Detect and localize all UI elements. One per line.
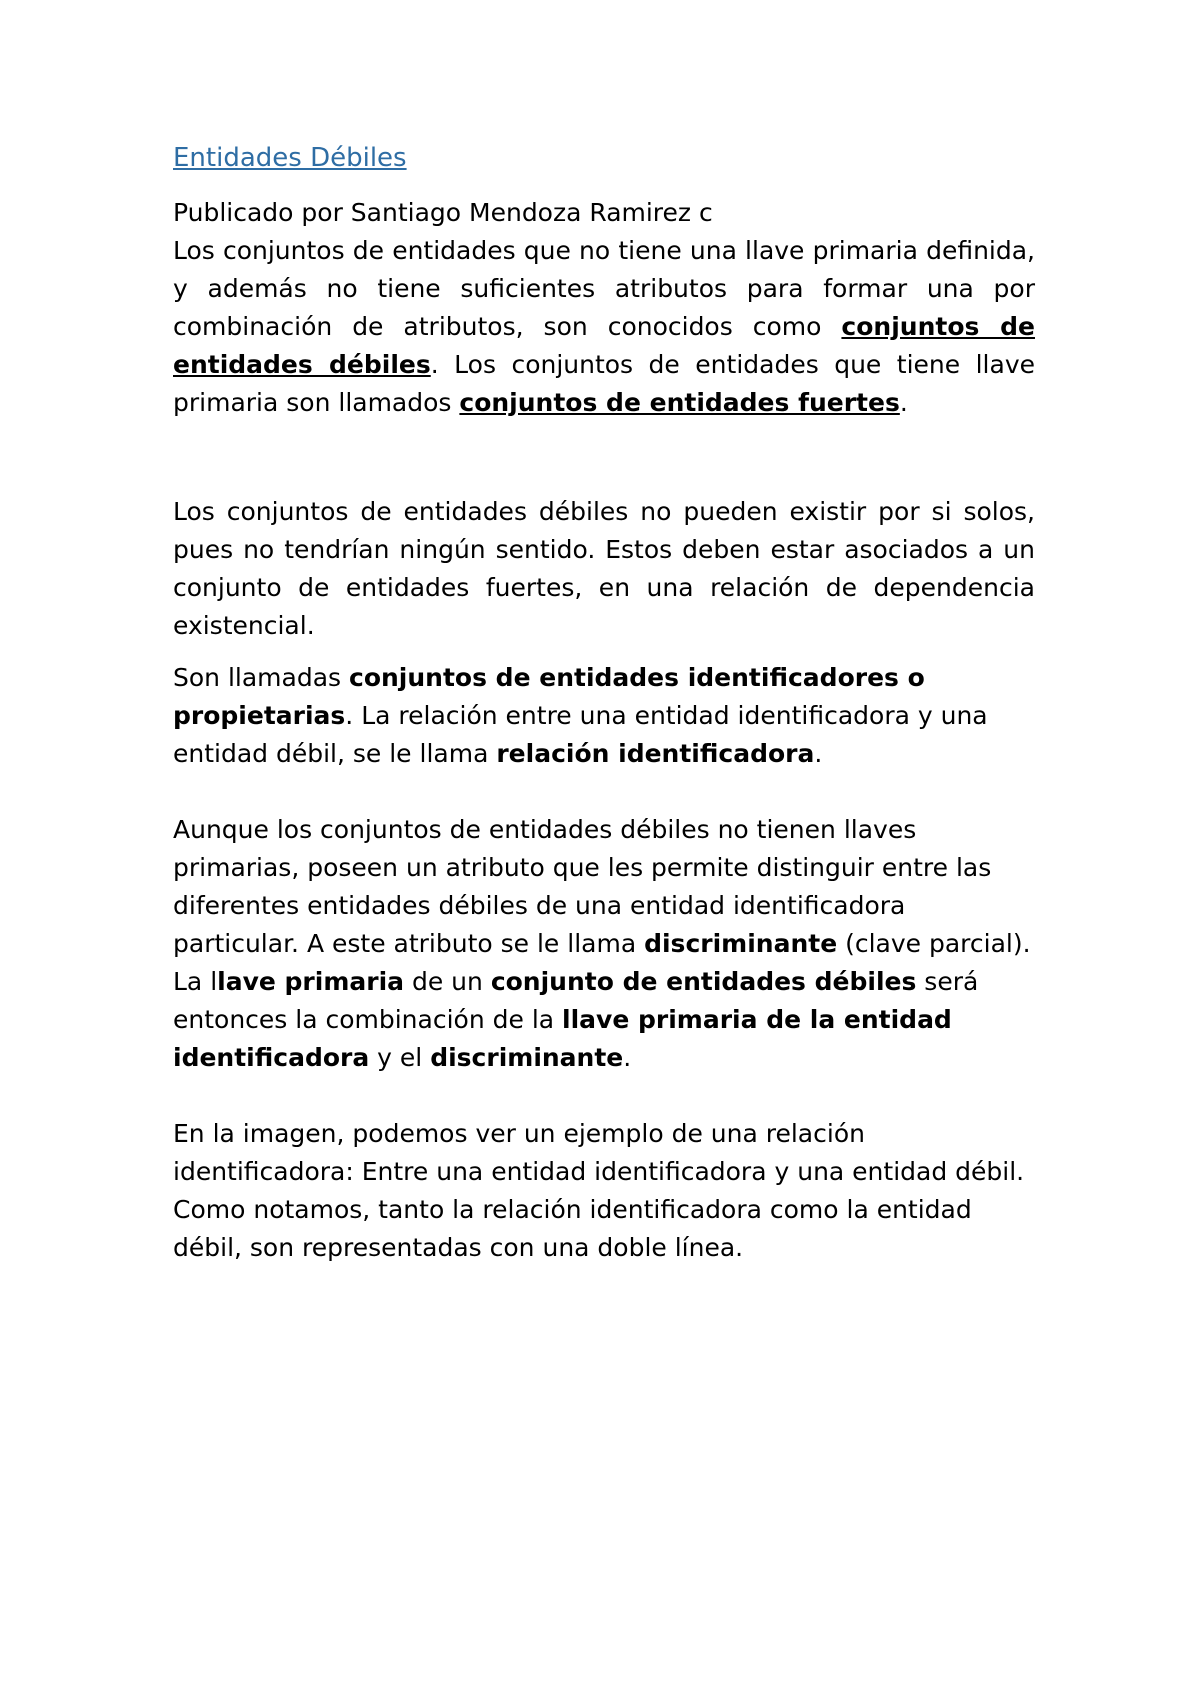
paragraph-text: . [899, 388, 908, 417]
paragraph-text: . La relación entre una entidad identificadora y una entidad débil, se le llama [173, 701, 988, 768]
paragraph-dependence: Los conjuntos de entidades débiles no pueden existir por si solos, pues no tendrían ningún sentido. Estos deben estar asociados a un conjunto de entidades fuertes, en una relación de dependencia existencial. [173, 497, 1035, 640]
document-title[interactable]: Entidades Débiles [173, 143, 407, 173]
paragraph-text: . Los conjuntos de entidades que tiene llave primaria son llamados [173, 350, 1035, 417]
paragraph-text: y el [369, 1043, 431, 1072]
paragraph-text: Son llamadas [173, 663, 350, 692]
term-owner-primary-key: llave primaria de la entidad identificadora [173, 1005, 952, 1072]
paragraph-text: de un [404, 967, 491, 996]
term-weak-entity-set: conjunto de entidades débiles [490, 967, 917, 996]
term-strong-entity-sets: conjuntos de entidades fuertes [459, 388, 900, 417]
paragraph-text: Aunque los conjuntos de entidades débiles no tienen llaves primarias, poseen un atributo que les permite distinguir entre las diferentes entidades débiles de una entidad identificadora particular. A este atributo se le llama [173, 815, 992, 958]
term-primary-key: lave primaria [217, 967, 405, 996]
paragraph-spacer [173, 773, 1035, 811]
paragraph-identifying-sets [173, 659, 1035, 773]
term-identifying-relationship: relación identificadora [496, 739, 815, 768]
author-byline: Publicado por Santiago Mendoza Ramirez c [173, 198, 713, 227]
paragraph-definition [173, 232, 1035, 422]
paragraph-image-note: En la imagen, podemos ver un ejemplo de una relación identificadora: Entre una entidad identificadora y una entidad débil. Como notamos, tanto la relación identificadora como la entidad débil, son representadas con una doble línea. [173, 1119, 1025, 1262]
paragraph-text: será entonces la combinación de la [173, 967, 979, 1034]
paragraph-text: . [623, 1043, 632, 1072]
paragraph-spacer [173, 1077, 1035, 1115]
paragraph-discriminator [173, 811, 1035, 1077]
term-discriminator: discriminante [430, 1043, 624, 1072]
paragraph-text: . [814, 739, 823, 768]
term-owner-sets: conjuntos de entidades identificadores o propietarias [173, 663, 925, 730]
term-weak-entity-sets: conjuntos de entidades débiles [173, 312, 1035, 379]
document-body [173, 138, 1035, 1267]
term-discriminator: discriminante [644, 929, 838, 958]
paragraph-text: (clave parcial). La l [173, 929, 1031, 996]
paragraph-spacer [173, 422, 1035, 493]
paragraph-text: Los conjuntos de entidades que no tiene una llave primaria definida, y además no tiene suficientes atributos para formar una por combinación de atributos, son conocidos como [173, 236, 1035, 341]
